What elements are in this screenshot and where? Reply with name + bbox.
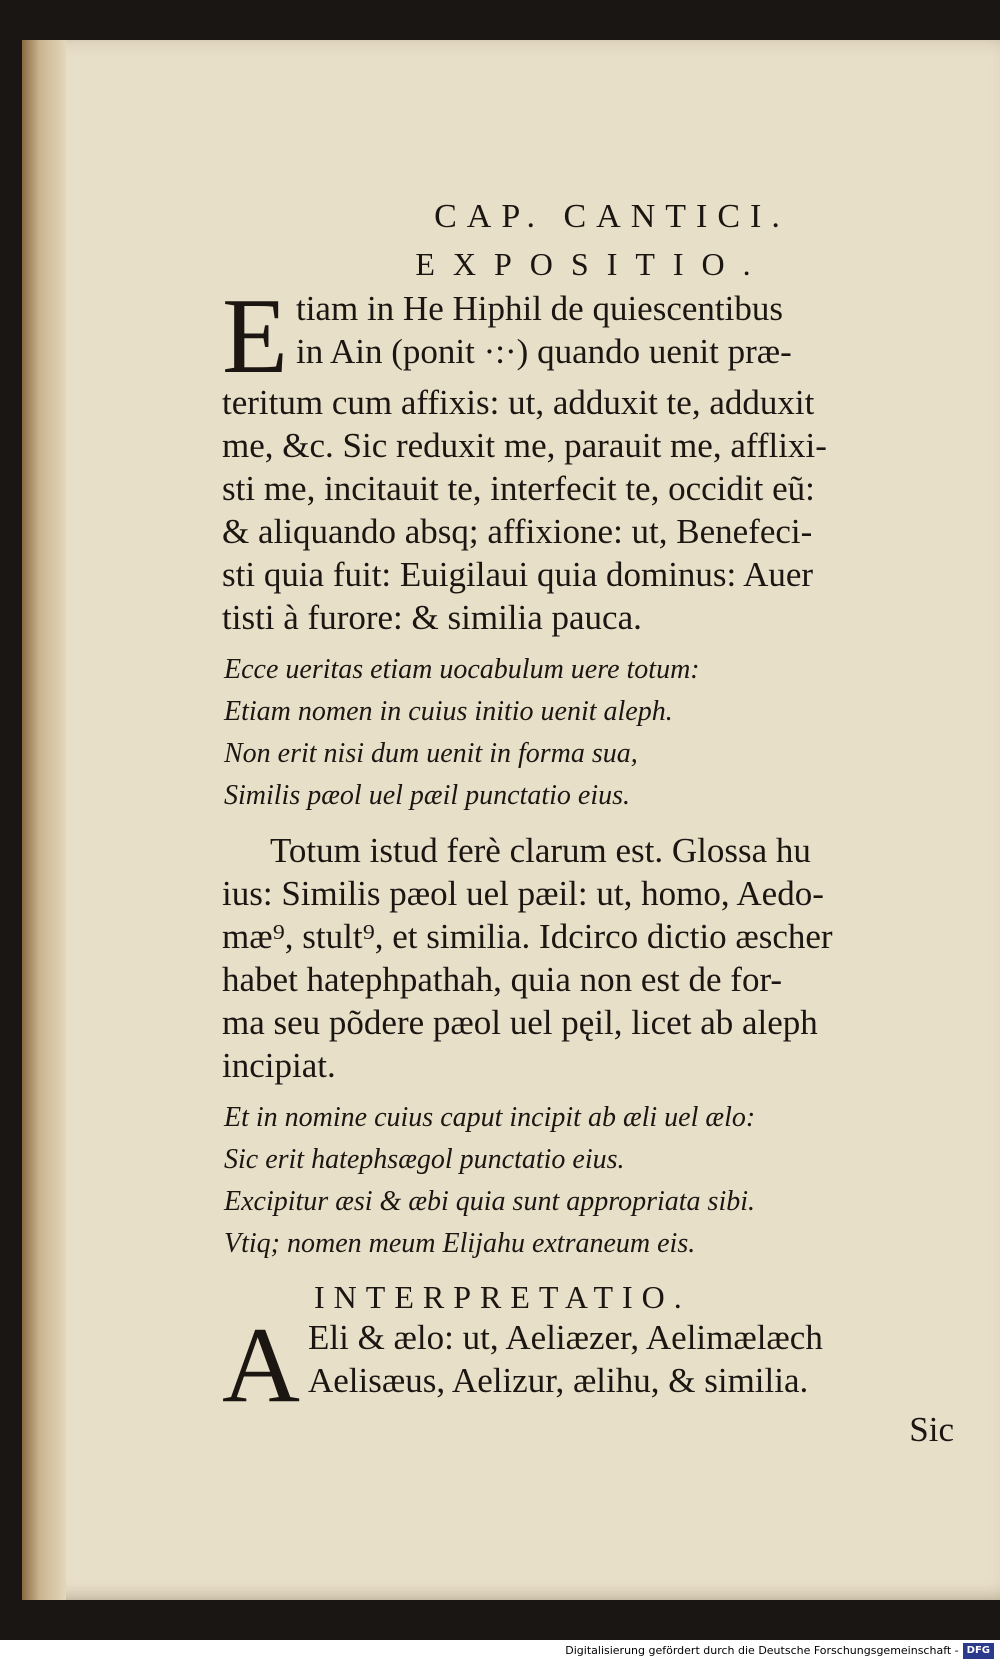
commentary-paragraph xyxy=(222,829,962,1087)
text-line: teritum cum affixis: ut, adduxit te, adduxit xyxy=(222,383,815,422)
text-line: Totum istud ferè clarum est. Glossa hu xyxy=(270,831,811,870)
verse-line: Vtiq; nomen meum Elijahu extraneum eis. xyxy=(224,1228,696,1259)
verse-block-2 xyxy=(222,1097,962,1265)
verse-line: Excipitur æsi & æbi quia sunt appropriata sibi. xyxy=(224,1186,756,1217)
verse-line: Etiam nomen in cuius initio uenit aleph. xyxy=(224,696,673,727)
dfg-logo: DFG xyxy=(963,1643,994,1659)
running-head: CAP. CANTICI. xyxy=(434,198,790,235)
text-line: tiam in He Hiphil de quiescentibus xyxy=(295,289,783,328)
catchword: Sic xyxy=(909,1410,954,1449)
section-title-expositio: EXPOSITIO. xyxy=(415,246,769,282)
section-title-interpretatio: INTERPRETATIO. xyxy=(314,1279,691,1315)
verse-block-1 xyxy=(222,649,962,817)
text-line: in Ain (ponit ·:·) quando uenit præ- xyxy=(295,332,792,371)
drop-cap-a: A xyxy=(222,1306,300,1425)
text-line: Eli & ælo: ut, Aeliæzer, Aelimælæch xyxy=(308,1318,823,1357)
page-gutter-shadow xyxy=(22,40,66,1600)
text-line: & aliquando absq; affixione: ut, Benefeci- xyxy=(222,512,813,551)
footer-credit: Digitalisierung gefördert durch die Deutsche Forschungsgemeinschaft - xyxy=(565,1644,959,1657)
verse-line: Et in nomine cuius caput incipit ab æli uel ælo: xyxy=(224,1102,756,1133)
text-line: Aelisæus, Aelizur, ælihu, & similia. xyxy=(308,1361,809,1400)
text-line: sti quia fuit: Euigilaui quia dominus: Auer xyxy=(222,555,814,594)
book-page xyxy=(22,40,1000,1600)
drop-cap-e: E xyxy=(222,277,288,396)
text-line: ius: Similis pæol uel pæil: ut, homo, Aedo- xyxy=(222,874,824,913)
verse-line: Non erit nisi dum uenit in forma sua, xyxy=(224,738,638,769)
interpretatio-paragraph xyxy=(222,1306,962,1425)
verse-line: Ecce ueritas etiam uocabulum uere totum: xyxy=(224,654,700,685)
page-text-block xyxy=(222,160,962,1450)
text-line: sti me, incitauit te, interfecit te, occidit eũ: xyxy=(222,469,815,508)
text-line: tisti à furore: & similia pauca. xyxy=(222,598,642,637)
text-line: mæ⁹, stult⁹, et similia. Idcirco dictio æscher xyxy=(222,917,833,956)
digitization-footer xyxy=(0,1640,1000,1662)
text-line: habet hatephpathah, quia non est de for- xyxy=(222,960,783,999)
text-line: incipiat. xyxy=(222,1046,336,1085)
text-line: me, &c. Sic reduxit me, parauit me, afflixi- xyxy=(222,426,827,465)
verse-line: Similis pæol uel pæil punctatio eius. xyxy=(224,780,630,811)
text-line: ma seu põdere pæol uel pęil, licet ab aleph xyxy=(222,1003,818,1042)
verse-line: Sic erit hatephsægol punctatio eius. xyxy=(224,1144,625,1175)
expositio-paragraph xyxy=(222,277,962,639)
